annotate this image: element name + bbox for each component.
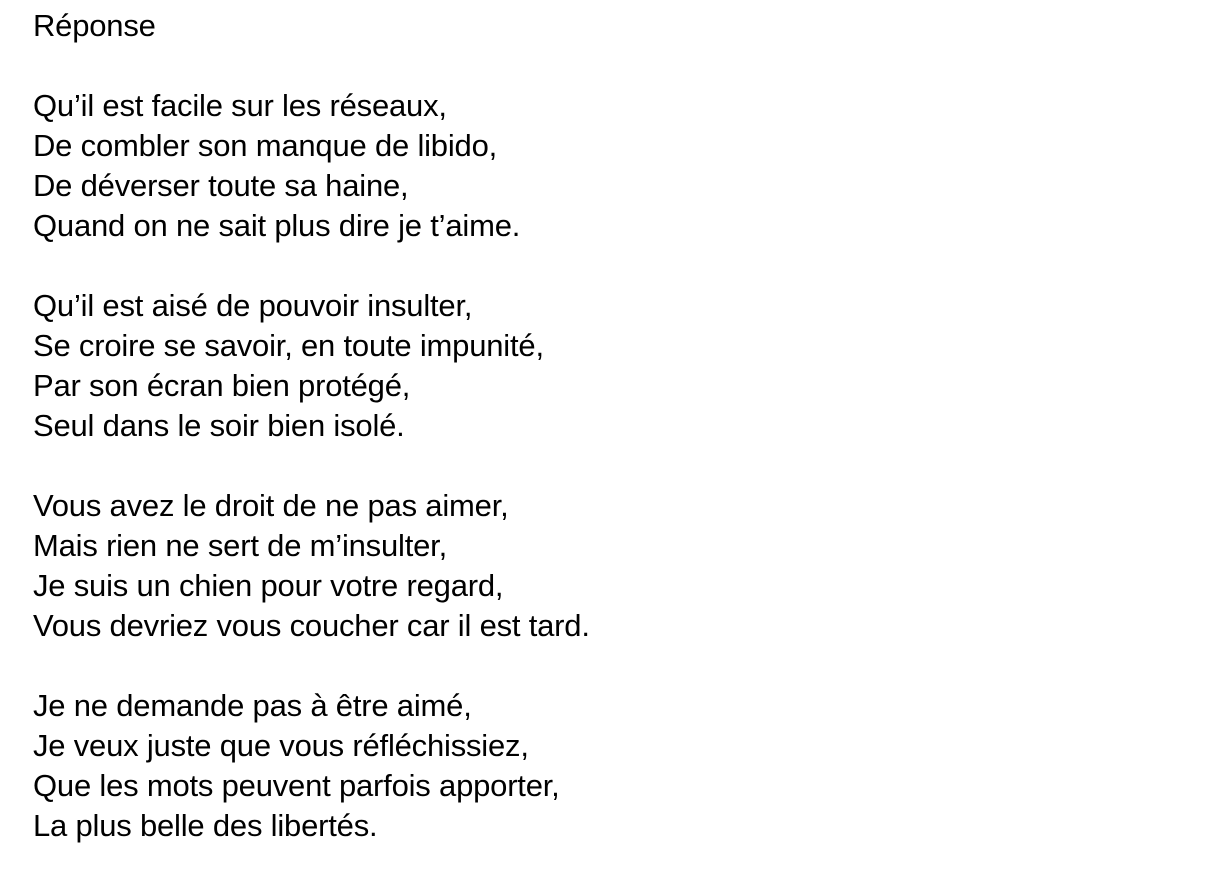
verse-line: Mais rien ne sert de m’insulter, (33, 528, 447, 563)
verse-line: Que les mots peuvent parfois apporter, (33, 768, 560, 803)
verse-line: Qu’il est aisé de pouvoir insulter, (33, 288, 473, 323)
stanza-3 (33, 486, 1183, 646)
poem-title: Réponse (33, 8, 156, 43)
stanza-1 (33, 86, 1183, 246)
document-page (33, 6, 1183, 846)
verse-line: De déverser toute sa haine, (33, 168, 409, 203)
verse-line: Seul dans le soir bien isolé. (33, 408, 405, 443)
verse-line: Se croire se savoir, en toute impunité, (33, 328, 544, 363)
stanza-2 (33, 286, 1183, 446)
verse-line: Quand on ne sait plus dire je t’aime. (33, 208, 521, 243)
verse-line: Qu’il est facile sur les réseaux, (33, 88, 447, 123)
verse-line: Par son écran bien protégé, (33, 368, 411, 403)
verse-line: De combler son manque de libido, (33, 128, 498, 163)
verse-line: La plus belle des libertés. (33, 808, 378, 843)
verse-line: Vous devriez vous coucher car il est tard. (33, 608, 590, 643)
verse-line: Je veux juste que vous réfléchissiez, (33, 728, 529, 763)
verse-line: Vous avez le droit de ne pas aimer, (33, 488, 509, 523)
verse-line: Je ne demande pas à être aimé, (33, 688, 472, 723)
stanza-4 (33, 686, 1183, 846)
verse-line: Je suis un chien pour votre regard, (33, 568, 504, 603)
